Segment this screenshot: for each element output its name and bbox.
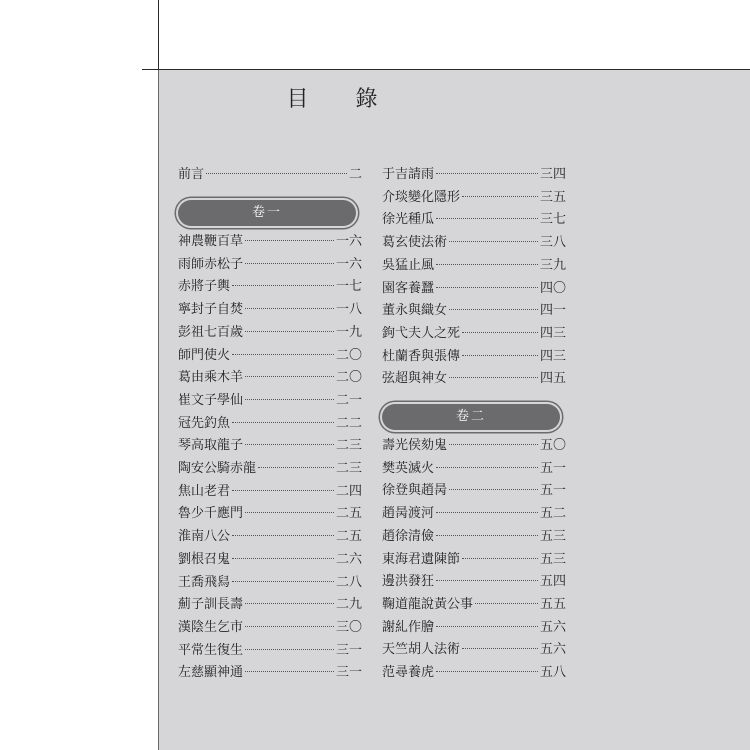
dot-leader <box>232 581 334 582</box>
toc-entry-title: 范尋養虎 <box>382 665 435 680</box>
dot-leader <box>258 467 334 468</box>
dot-leader <box>462 196 538 197</box>
toc-entry-title: 鉤弋夫人之死 <box>382 325 461 341</box>
toc-entry-title: 介琰變化隱形 <box>382 189 461 205</box>
toc-entry <box>178 526 362 548</box>
toc-entry <box>382 458 566 480</box>
dot-leader <box>206 173 347 174</box>
toc-entry-page: 四三 <box>539 348 566 364</box>
toc-entry-title: 王喬飛舄 <box>178 574 231 590</box>
toc-entry-page: 三九 <box>539 257 566 273</box>
toc-entry <box>178 367 362 389</box>
toc-entry <box>382 164 566 186</box>
dot-leader <box>449 444 538 445</box>
toc-entry <box>382 346 566 368</box>
toc-entry-title: 崔文子學仙 <box>178 392 244 408</box>
dot-leader <box>436 580 538 581</box>
dot-leader <box>462 332 538 333</box>
toc-entry <box>178 164 362 186</box>
dot-leader <box>232 285 334 286</box>
dot-leader <box>449 489 538 490</box>
dot-leader <box>462 648 538 649</box>
toc-entry-page: 一九 <box>335 324 362 340</box>
toc-entry-page: 二二 <box>335 415 362 431</box>
toc-entry <box>178 503 362 525</box>
toc-entry-page: 一八 <box>335 302 362 318</box>
dot-leader <box>245 649 334 650</box>
toc-entry-page: 二四 <box>335 483 362 499</box>
toc-entry-page: 三八 <box>539 235 566 251</box>
toc-entry-title: 于吉請雨 <box>382 167 435 182</box>
toc-entry <box>382 187 566 209</box>
toc-entry-title: 徐光種瓜 <box>382 212 435 228</box>
toc-entry-title: 董永與織女 <box>382 303 448 319</box>
toc-entry-title: 焦山老君 <box>178 483 231 499</box>
dot-leader <box>232 490 334 491</box>
toc-entry-title: 赤將子輿 <box>178 279 231 295</box>
dot-leader <box>436 467 538 468</box>
toc-entry <box>178 435 362 457</box>
toc-entry-page: 五一 <box>539 460 566 476</box>
toc-entry-title: 趙昺渡河 <box>382 506 435 522</box>
dot-leader <box>245 376 334 377</box>
toc-entry-title: 天竺胡人法術 <box>382 642 461 658</box>
toc-entry-page: 五五 <box>539 596 566 612</box>
toc-entry <box>178 413 362 435</box>
toc-entry <box>382 209 566 231</box>
toc-entry <box>178 276 362 298</box>
toc-entry <box>382 571 566 593</box>
toc-entry-page: 三〇 <box>335 619 362 635</box>
toc-entry-title: 魯少千應門 <box>178 506 244 522</box>
toc-entry-title: 淮南八公 <box>178 529 231 545</box>
toc-entry-page: 二五 <box>335 506 362 522</box>
toc-entry-title: 琴高取龍子 <box>178 438 244 454</box>
toc-entry <box>178 345 362 367</box>
toc-entry-title: 樊英滅火 <box>382 460 435 476</box>
toc-entry-title: 弦超與神女 <box>382 371 448 387</box>
toc-entry-title: 左慈顯神通 <box>178 665 244 681</box>
toc-entry <box>178 390 362 412</box>
toc-entry <box>382 617 566 639</box>
toc-entry-title: 寧封子自焚 <box>178 302 244 318</box>
toc-entry-page: 四一 <box>539 303 566 319</box>
dot-leader <box>436 173 538 174</box>
toc-entry-page: 四〇 <box>539 280 566 296</box>
toc-entry-title: 師門使火 <box>178 347 231 363</box>
toc-entry-page: 二九 <box>335 597 362 613</box>
toc-entry-page: 五〇 <box>539 438 566 453</box>
toc-entry-title: 東海君遺陳節 <box>382 551 461 567</box>
toc-entry <box>382 526 566 548</box>
toc-entry-title: 吳猛止風 <box>382 257 435 273</box>
toc-entry <box>382 232 566 254</box>
toc-entry-page: 五三 <box>539 528 566 544</box>
toc-entry-page: 二一 <box>335 392 362 408</box>
dot-leader <box>436 671 538 672</box>
page-title: 目 錄 <box>286 87 398 112</box>
toc-entry-page: 三一 <box>335 665 362 681</box>
toc-entry <box>178 322 362 344</box>
toc-entry-page: 一六 <box>335 256 362 272</box>
dot-leader <box>436 535 538 536</box>
toc-entry-page: 五六 <box>539 642 566 658</box>
toc-entry-title: 彭祖七百歲 <box>178 324 244 340</box>
toc-entry <box>178 549 362 571</box>
toc-entry <box>178 481 362 503</box>
toc-entry-page: 三一 <box>335 642 362 658</box>
toc-entry <box>178 254 362 276</box>
dot-leader <box>245 399 334 400</box>
toc-entry-page: 二〇 <box>335 370 362 386</box>
dot-leader <box>245 263 334 264</box>
dot-leader <box>232 354 334 355</box>
dot-leader <box>449 241 538 242</box>
dot-leader <box>449 309 538 310</box>
toc-entry-page: 五六 <box>539 619 566 635</box>
toc-entry-title: 平常生復生 <box>178 642 244 658</box>
dot-leader <box>245 331 334 332</box>
toc-entry <box>382 594 566 616</box>
dot-leader <box>436 218 538 219</box>
toc-entry-page: 二八 <box>335 574 362 590</box>
dot-leader <box>436 512 538 513</box>
toc-entry-title: 謝糺作膾 <box>382 619 435 635</box>
dot-leader <box>436 287 538 288</box>
toc-entry <box>382 323 566 345</box>
dot-leader <box>462 558 538 559</box>
toc-entry-title: 趙徐清儉 <box>382 528 435 544</box>
dot-leader <box>475 603 538 604</box>
toc-entry-title: 薊子訓長壽 <box>178 597 244 613</box>
toc-entry-page: 四五 <box>539 371 566 387</box>
dot-leader <box>449 377 538 378</box>
toc-entry <box>382 503 566 525</box>
toc-entry-page: 五三 <box>539 551 566 567</box>
toc-entry-title: 壽光侯劾鬼 <box>382 438 448 453</box>
toc-entry <box>178 572 362 594</box>
toc-entry-title: 劉根召鬼 <box>178 551 231 567</box>
toc-entry <box>382 662 566 684</box>
toc-entry-title: 前言 <box>178 167 205 182</box>
toc-entry <box>382 480 566 502</box>
dot-leader <box>232 422 334 423</box>
toc-entry <box>178 458 362 480</box>
toc-entry-title: 邊洪發狂 <box>382 574 435 590</box>
toc-entry-title: 杜蘭香與張傳 <box>382 348 461 364</box>
dot-leader <box>232 558 334 559</box>
dot-leader <box>245 671 334 672</box>
toc-entry <box>382 255 566 277</box>
toc-entry-page: 三七 <box>539 212 566 228</box>
toc-entry-title: 徐登與趙昺 <box>382 483 448 499</box>
volume-banner: 卷一 <box>178 200 356 226</box>
toc-entry-page: 二 <box>348 167 362 182</box>
toc-entry <box>178 640 362 662</box>
toc-entry-title: 葛玄使法術 <box>382 235 448 251</box>
toc-entry-page: 五四 <box>539 574 566 590</box>
toc-entry-page: 二六 <box>335 551 362 567</box>
toc-entry-title: 雨師赤松子 <box>178 256 244 272</box>
volume-banner: 卷二 <box>382 404 560 430</box>
toc-entry-page: 四三 <box>539 325 566 341</box>
dot-leader <box>462 355 538 356</box>
toc-entry-page: 二三 <box>335 438 362 454</box>
dot-leader <box>245 240 334 241</box>
toc-entry-page: 二三 <box>335 461 362 476</box>
toc-entry-title: 神農鞭百草 <box>178 234 244 249</box>
toc-entry <box>178 594 362 616</box>
toc-entry-page: 五一 <box>539 483 566 499</box>
toc-entry-page: 五二 <box>539 506 566 522</box>
toc-entry <box>178 662 362 684</box>
crop-mark-vertical <box>158 0 159 70</box>
toc-entry <box>382 368 566 390</box>
toc-entry-page: 一七 <box>335 279 362 295</box>
toc-entry-page: 二五 <box>335 529 362 545</box>
toc-entry-page: 一六 <box>335 234 362 249</box>
dot-leader <box>245 308 334 309</box>
toc-entry-title: 冠先釣魚 <box>178 415 231 431</box>
toc-entry <box>178 231 362 253</box>
dot-leader <box>245 626 334 627</box>
toc-entry-title: 葛由乘木羊 <box>178 370 244 386</box>
toc-entry <box>382 300 566 322</box>
dot-leader <box>436 264 538 265</box>
toc-entry <box>382 278 566 300</box>
toc-entry-title: 鞠道龍說黃公事 <box>382 596 474 612</box>
dot-leader <box>245 603 334 604</box>
toc-entry-title: 陶安公騎赤龍 <box>178 461 257 476</box>
toc-entry-page: 二〇 <box>335 347 362 363</box>
toc-entry-page: 五八 <box>539 665 566 680</box>
toc-entry-title: 漢陰生乞市 <box>178 619 244 635</box>
dot-leader <box>232 535 334 536</box>
toc-entry-page: 三五 <box>539 189 566 205</box>
toc-entry <box>382 549 566 571</box>
toc-entry-page: 三四 <box>539 167 566 182</box>
toc-entry <box>382 639 566 661</box>
toc-entry <box>178 617 362 639</box>
toc-entry <box>382 435 566 457</box>
dot-leader <box>436 626 538 627</box>
dot-leader <box>245 512 334 513</box>
dot-leader <box>245 444 334 445</box>
toc-entry <box>178 299 362 321</box>
toc-entry-title: 園客養蠶 <box>382 280 435 296</box>
